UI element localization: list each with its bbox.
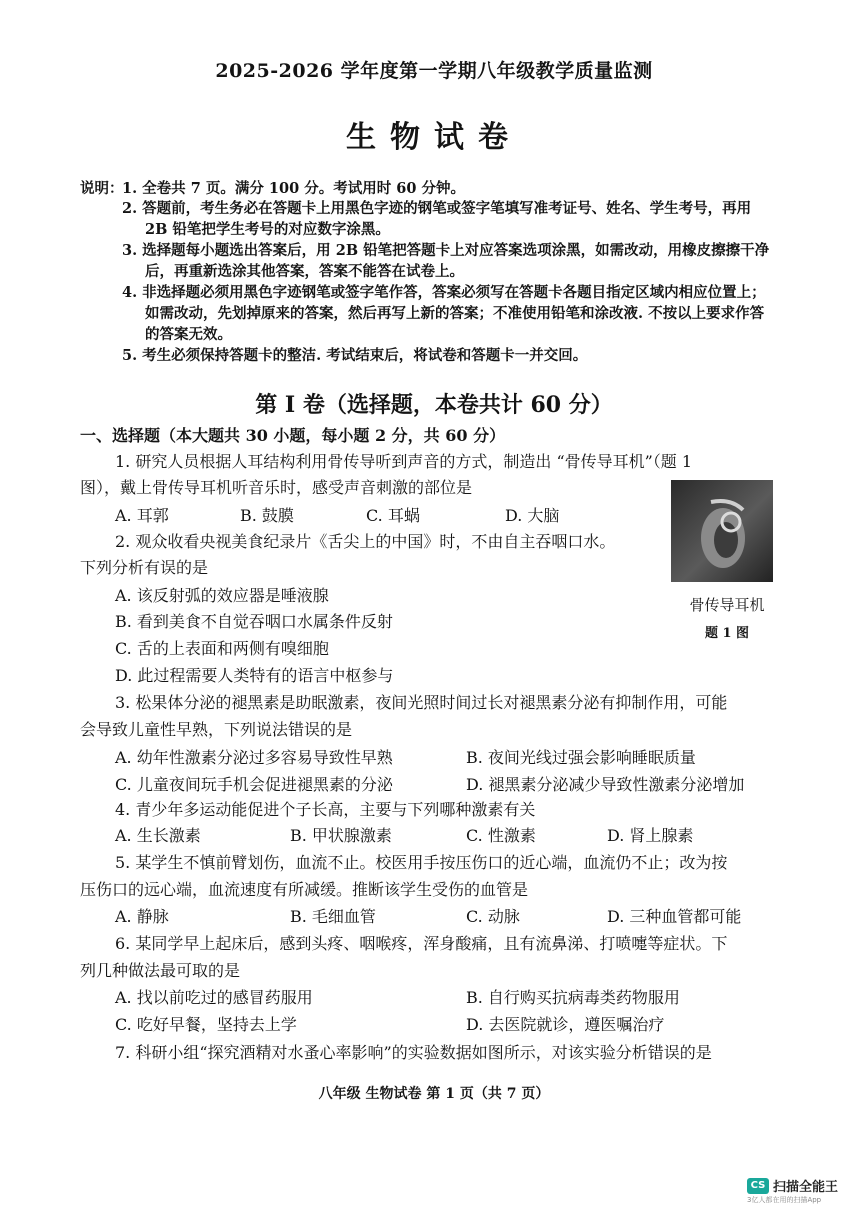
question-6-text: 6. 某同学早上起床后，感到头疼、咽喉疼，浑身酸痛，且有流鼻涕、打喷嚏等症状。下	[115, 934, 728, 953]
question-4-option-d: D. 肾上腺素	[607, 826, 694, 845]
scanner-app-name: 扫描全能王	[773, 1180, 839, 1195]
question-3-option-b: B. 夜间光线过强会影响睡眠质量	[466, 748, 696, 767]
instruction-line: 2. 答题前，考生务必在答题卡上用黑色字迹的钢笔或签字笔填写准考证号、姓名、学生考号，再用	[122, 200, 752, 217]
question-3-text: 会导致儿童性早熟，下列说法错误的是	[80, 720, 353, 739]
instruction-line: 如需改动，先划掉原来的答案，然后再写上新的答案；不准使用铅笔和涂改液. 不按以上要求作答	[145, 305, 765, 322]
instruction-line: 1. 全卷共 7 页。满分 100 分。考试用时 60 分钟。	[122, 180, 466, 197]
question-7-text: 7. 科研小组“探究酒精对水蚤心率影响”的实验数据如图所示，对该实验分析错误的是	[115, 1043, 712, 1062]
question-1-option-d: D. 大脑	[505, 506, 560, 525]
question-3-option-d: D. 褪黑素分泌减少导致性激素分泌增加	[466, 775, 745, 794]
question-4-option-c: C. 性激素	[466, 826, 536, 845]
scanner-tagline: 3亿人都在用的扫描App	[747, 1196, 822, 1204]
instruction-line: 3. 选择题每小题选出答案后，用 2B 铅笔把答题卡上对应答案选项涂黑，如需改动，用橡皮擦擦干净	[122, 242, 770, 259]
question-4-option-a: A. 生长激素	[115, 826, 201, 845]
instruction-line: 的答案无效。	[145, 326, 232, 343]
instructions-label: 说明：	[80, 180, 124, 197]
question-5-option-d: D. 三种血管都可能	[607, 907, 742, 926]
question-4-text: 4. 青少年多运动能促进个子长高，主要与下列哪种激素有关	[115, 800, 536, 819]
figure-caption: 骨传导耳机	[689, 596, 765, 614]
instruction-line: 2B 铅笔把学生考号的对应数字涂黑。	[145, 221, 390, 238]
question-3-text: 3. 松果体分泌的褪黑素是助眠激素，夜间光照时间过长对褪黑素分泌有抑制作用，可能	[115, 693, 728, 712]
subject-title: 生物试卷	[346, 120, 522, 155]
figure-label: 题 1 图	[704, 626, 750, 641]
question-3-option-c: C. 儿童夜间玩手机会促进褪黑素的分泌	[115, 775, 393, 794]
question-2-option-d: D. 此过程需要人类特有的语言中枢参与	[115, 666, 394, 685]
question-5-text: 5. 某学生不慎前臂划伤，血流不止。校医用手按压伤口的近心端，血流仍不止；改为按	[115, 853, 728, 872]
question-1-text: 1. 研究人员根据人耳结构利用骨传导听到声音的方式，制造出 “骨传导耳机”（题 1	[115, 452, 693, 471]
section-title: 第 I 卷（选择题，本卷共计 60 分）	[255, 392, 613, 418]
question-2-option-b: B. 看到美食不自觉吞咽口水属条件反射	[115, 612, 393, 631]
scanner-watermark-logo	[747, 1176, 838, 1195]
question-6-option-c: C. 吃好早餐，坚持去上学	[115, 1015, 297, 1034]
question-5-option-a: A. 静脉	[115, 907, 169, 926]
question-2-text: 下列分析有误的是	[80, 558, 209, 577]
question-6-option-d: D. 去医院就诊，遵医嘱治疗	[466, 1015, 665, 1034]
ear-icon	[671, 480, 773, 582]
instruction-line: 5. 考生必须保持答题卡的整洁. 考试结束后，将试卷和答题卡一并交回。	[122, 347, 588, 364]
question-6-option-a: A. 找以前吃过的感冒药服用	[115, 988, 313, 1007]
exam-header-title: 2025-2026 学年度第一学期八年级教学质量监测	[215, 60, 653, 82]
question-4-option-b: B. 甲状腺激素	[290, 826, 392, 845]
instruction-line: 4. 非选择题必须用黑色字迹钢笔或签字笔作答，答案必须写在答题卡各题目指定区域内相应位置上；	[122, 284, 766, 301]
question-5-option-b: B. 毛细血管	[290, 907, 376, 926]
question-3-option-a: A. 幼年性激素分泌过多容易导致性早熟	[115, 748, 393, 767]
section-heading: 一、选择题（本大题共 30 小题，每小题 2 分，共 60 分）	[80, 426, 506, 445]
question-1-text: 图），戴上骨传导耳机听音乐时，感受声音刺激的部位是	[80, 478, 473, 497]
question-2-option-c: C. 舌的上表面和两侧有嗅细胞	[115, 639, 329, 658]
question-5-option-c: C. 动脉	[466, 907, 520, 926]
question-6-option-b: B. 自行购买抗病毒类药物服用	[466, 988, 680, 1007]
question-1-option-a: A. 耳郭	[115, 506, 169, 525]
instruction-line: 后，再重新选涂其他答案，答案不能答在试卷上。	[145, 263, 464, 280]
question-5-text: 压伤口的远心端，血流速度有所减缓。推断该学生受伤的血管是	[80, 880, 529, 899]
page-footer: 八年级 生物试卷 第 1 页（共 7 页）	[318, 1086, 550, 1102]
cs-logo-icon: CS	[747, 1178, 769, 1194]
bone-conduction-earphone-photo	[671, 480, 773, 582]
question-2-option-a: A. 该反射弧的效应器是唾液腺	[115, 586, 329, 605]
question-6-text: 列几种做法最可取的是	[80, 961, 241, 980]
question-1-option-c: C. 耳蜗	[366, 506, 420, 525]
question-2-text: 2. 观众收看央视美食纪录片《舌尖上的中国》时，不由自主吞咽口水。	[115, 532, 616, 551]
question-1-option-b: B. 鼓膜	[240, 506, 294, 525]
